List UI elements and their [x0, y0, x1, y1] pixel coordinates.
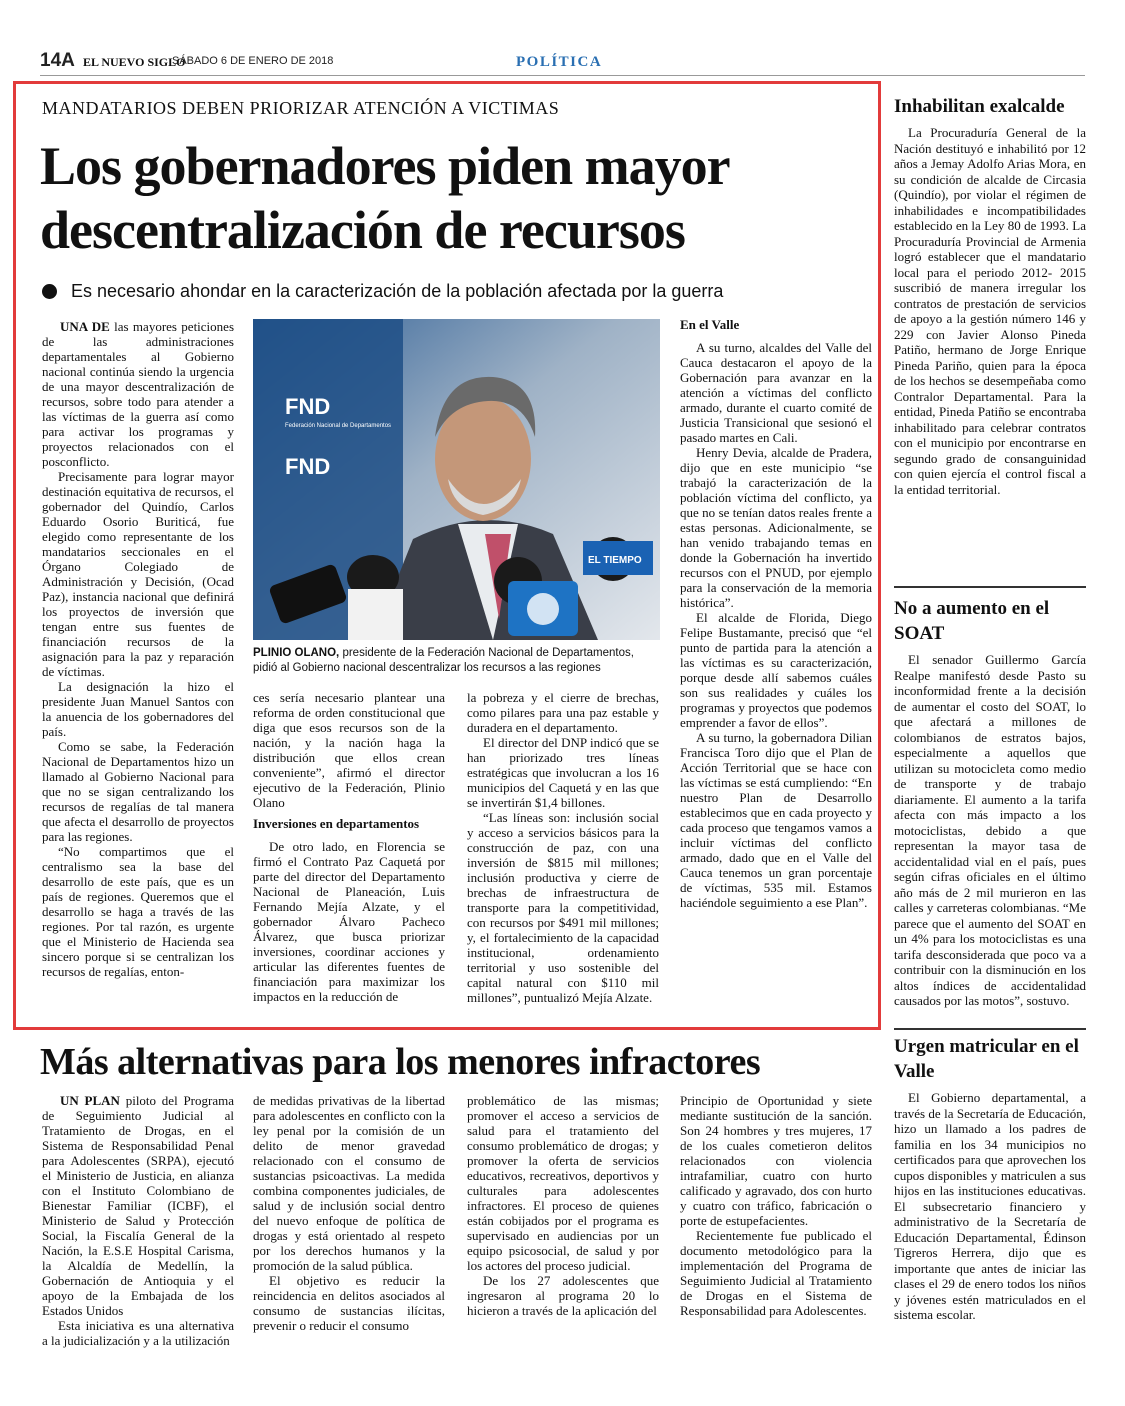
paragraph: El objetivo es reducir la reincidencia en delitos asociados al consumo de sustancias ilícitas, prevenir o reducir el consumo — [253, 1273, 445, 1333]
article-kicker: MANDATARIOS DEBEN PRIORIZAR ATENCIÓN A VICTIMAS — [42, 98, 560, 118]
divider — [894, 1028, 1086, 1030]
brief-title: Inhabilitan exalcalde — [894, 96, 1065, 117]
paragraph: ces sería necesario plantear una reforma de orden constitucional que diga que esos recursos son de la nación, y la nación haga la distribución que ellos crean conveniente”, afirmó el director ejecutivo de la Federación, Plinio Olano — [253, 690, 445, 810]
banner-text: FND — [285, 394, 331, 419]
article-column-1 — [42, 319, 234, 979]
paragraph: Principio de Oportunidad y siete mediante sustitución de la sanción. Son 24 hombres y tres mujeres, 17 de los cuales cometieron delitos relacionados con violencia intrafamiliar, cuatro con hurto calificado y agravado, dos con hurto y cuatro con tráfico, fabricación o porte de estupefacientes. — [680, 1093, 872, 1228]
article-column-2 — [253, 690, 445, 1004]
caption-text: presidente de la Federación Nacional de Departamentos, pidió al Gobierno nacional descentralizar los recursos a las regiones — [253, 647, 634, 674]
paragraph: de medidas privativas de la libertad para adolescentes en conflicto con la ley penal por la comisión de un delito de menor gravedad relacionado con el consumo de sustancias psicoactivas. La medida combina componentes judiciales, de salud y de inclusión social dentro del nuevo enfoque de política de drogas y está orientado al respeto por los derechos humanos y la promoción de la salud pública. — [253, 1093, 445, 1273]
paragraph-text: las mayores peticiones de las administraciones departamentales al Gobierno nacional continúa siendo la urgencia de una mayor descentralización de recursos, sobre todo para atender a las víctimas de la guerra así como para activar los programas y proyectos relacionados con el posconflicto. — [42, 319, 235, 469]
paragraph: Como se sabe, la Federación Nacional de Departamentos hizo un llamado al Gobierno Nacional para que no se sigan centralizando los recursos de regalías de tal manera que afecta el desarrollo de proyectos para las regiones. — [42, 739, 234, 844]
paragraph — [42, 1093, 234, 1318]
photo-caption — [253, 646, 660, 676]
paragraph: El alcalde de Florida, Diego Felipe Bustamante, precisó que “el punto de partida para la atención a las víctimas es su caracterización, porque desde allí sabemos cuáles son sus realidades y cuáles los programas y proyectos que podemos emprender a favor de ellos”. — [680, 610, 872, 730]
paragraph: A su turno, alcaldes del Valle del Cauca destacaron el apoyo de la Gobernación para avanzar en la atención a víctimas del conflicto armado, durante el cuarto comité de Justicia Transicional que sesionó el pasado martes en Cali. — [680, 340, 872, 445]
article-subhead — [42, 281, 723, 302]
paragraph: problemático de las mismas; promover el acceso a servicios de salud para el tratamiento del consumo problemático de drogas; y promover la oferta de servicios educativos, recreativos, deportivos y culturales para adolescentes infractores. El proceso de quienes están cobijados por el programa es supervisado en audiencias por un equipo psicosocial, de salud y por los actores del proceso judicial. — [467, 1093, 659, 1273]
article-headline: Los gobernadores piden mayor descentralización de recursos — [40, 136, 729, 260]
masthead — [40, 50, 1085, 76]
paragraph — [42, 319, 234, 469]
paragraph: la pobreza y el cierre de brechas, como pilares para una paz estable y duradera en el departamento. — [467, 690, 659, 735]
second-article-headline: Más alternativas para los menores infractores — [40, 1041, 761, 1083]
photo-illustration — [253, 319, 660, 640]
article-column-3 — [467, 690, 659, 1005]
mic-label: EL TIEMPO — [588, 555, 642, 566]
caption-name: PLINIO OLANO, — [253, 647, 340, 659]
sidebar-brief-1 — [894, 94, 1086, 497]
paragraph-text: piloto del Programa de Seguimiento Judicial al Tratamiento de Drogas, en el Sistema de Responsabilidad Penal para Adolescentes (SRPA), ejecutó el Ministerio de Justicia, en alianza con el Instituto Colombiano de Bienestar Familiar (ICBF), el Ministerio de Salud y Protección Social, la Fiscalía General de la Nación, la E.S.E Hospital Carisma, la Alcaldía de Medellín, la Gobernación de Antioquia y el apoyo de la Embajada de los Estados Unidos — [42, 1093, 234, 1318]
section-name: POLÍTICA — [516, 54, 603, 70]
second-column-1 — [42, 1093, 234, 1348]
brief-text: El Gobierno departamental, a través de la Secretaría de Educación, hizo un llamado a los padres de familia en los 34 municipios no certificados para que aprovechen los cupos disponibles y matriculen a sus hijos en las instituciones educativas. El subsecretario financiero y administrativo de la Secretaría de Educación Departamental, Édinson Tigreros Herrera, dijo que es importante que antes de iniciar las clases el 29 de enero todos los niños y jóvenes estén matriculados en el sistema escolar. — [894, 1090, 1086, 1322]
sidebar-brief-2 — [894, 596, 1086, 1009]
lead-in: UNA DE — [60, 319, 110, 334]
paragraph: Henry Devia, alcalde de Pradera, dijo que en este municipio “se trabajó la caracterización de la población víctima del conflicto, ya que no se tenían datos reales frente a estas personas. Adicionalmente, se han venido trabajando temas en donde la Gobernación ha invertido recursos con el PNUD, por ejemplo para la conservación de la memoria histórica”. — [680, 445, 872, 610]
article-column-4 — [680, 315, 872, 910]
paragraph: Precisamente para lograr mayor destinación equitativa de recursos, el gobernador del Quindío, Carlos Eduardo Osorio Buriticá, fue elegido como representante de los mandatarios seccionales en el Órgano Colegiado de Administración y Decisión, (Ocad Paz), instancia nacional que definirá los proyectos de inversión que tengan entre sus fuentes de financiación recursos de la asignación para la paz y reparación de víctimas. — [42, 469, 234, 679]
paragraph: “Las líneas son: inclusión social y acceso a servicios básicos para la construcción de paz, con una inversión de $815 mil millones; inclusión productiva y cierre de brechas de infraestructura de transporte para la competitividad, con recursos por $491 mil millones; y, el fortalecimiento de la capacidad institucional, ordenamiento territorial y uso sostenible del capital natural con $110 mil millones”, puntualizó Mejía Alzate. — [467, 810, 659, 1005]
brief-title: Urgen matricular en el Valle — [894, 1036, 1079, 1082]
paragraph: De los 27 adolescentes que ingresaron al programa 20 lo hicieron a través de la aplicación del — [467, 1273, 659, 1318]
paragraph: De otro lado, en Florencia se firmó el Contrato Paz Caquetá por parte del director del Departamento Nacional de Planeación, Luis Fernando Mejía Alzate, y el gobernador Álvaro Pacheco Álvarez, que busca priorizar inversiones, coordinar acciones y articular las diferentes fuentes de financiación para maximizar los impactos en la reducción de — [253, 839, 445, 1004]
brief-text: El senador Guillermo García Realpe manifestó desde Pasto su inconformidad frente a la decisión de aumentar el costo del SOAT, lo que afectará a millones de colombianos de estratos bajos, especialmente a aquellos que utilizan su motocicleta como medio de transporte y de trabajo diariamente. El aumento a la tarifa afecta con más impacto a los motociclistas, debido a que representan la mayor tasa de accidentalidad vial en el país, pues según cifras oficiales en el último año más de 2 mil murieron en las calles y carreteras colombianas. “Me parece que el aumento del SOAT en un 4% para los motociclistas es una tarifa desconsiderada que poco va a contribuir con la disminución en los altos índices de accidentalidad causados por las motos”, sostuvo. — [894, 652, 1086, 1008]
divider — [894, 586, 1086, 588]
second-column-3 — [467, 1093, 659, 1318]
paragraph: El director del DNP indicó que se han priorizado tres líneas estratégicas que involucran a los 16 municipios del Caquetá y en las que se invertirán $1,4 billones. — [467, 735, 659, 810]
sidebar-brief-3 — [894, 1034, 1086, 1323]
banner-subtext: Federación Nacional de Departamentos — [285, 423, 392, 429]
subhead-text: Es necesario ahondar en la caracterización de la población afectada por la guerra — [71, 281, 724, 301]
brief-text: La Procuraduría General de la Nación destituyó e inhabilitó por 12 años a Jemay Adolfo Arias Mora, en su condición de alcalde de Circasia (Quindío), por violar el régimen de inhabilidades e incompatibilidades establecido en la Ley 80 de 1993. La Procuraduría Provincial de Armenia logró establecer que el mandatario local para el periodo 2012- 2015 suscribió de manera irregular los contratos de prestación de servicios de apoyo a la gestión número 146 y 229 con Javier Alonso Pineda Patiño, hermano de Jorge Enrique Pineda Pariño, quien para la época de los hechos se desempeñaba como Contralor Departamental. Para la entidad, Pineda Patiño se encontraba inhabilitado para celebrar contratos con el municipio por encontrarse en segundo grado de consanguinidad con quien ejercía el control fiscal a la entidad territorial. — [894, 125, 1086, 497]
second-column-4 — [680, 1093, 872, 1318]
paragraph: A su turno, la gobernadora Dilian Francisca Toro dijo que el Plan de Acción Territorial que se hace con las víctimas se está cumpliendo: “En nuestro Plan de Desarrollo establecimos que en cada proyecto y cada proceso que tengamos vamos a incluir víctimas del conflicto armado, dado que en el Valle del Cauca tenemos un gran porcentaje de víctimas, 535 mil. Estamos haciéndole seguimiento a ese Plan”. — [680, 730, 872, 910]
lead-in: UN PLAN — [60, 1093, 120, 1108]
newspaper-name: EL NUEVO SIGLO — [83, 55, 186, 69]
second-column-2 — [253, 1093, 445, 1333]
bullet-icon — [42, 284, 57, 299]
brief-title: No a aumento en el SOAT — [894, 598, 1050, 644]
page-number: 14A — [40, 50, 75, 71]
paragraph: La designación la hizo el presidente Juan Manuel Santos con la anuencia de los gobernadores del país. — [42, 679, 234, 739]
article-photo — [253, 319, 660, 640]
subheading: En el Valle — [680, 317, 740, 332]
banner-text: FND — [285, 454, 331, 479]
paragraph: Esta iniciativa es una alternativa a la judicialización y a la utilización — [42, 1318, 234, 1348]
issue-date: SÁBADO 6 DE ENERO DE 2018 — [172, 55, 334, 67]
paragraph: “No compartimos que el centralismo sea la base del desarrollo de este país, que es un país de regiones. Queremos que el desarrollo se haga a través de las regiones. Por tal razón, es urgente que el Ministerio de Hacienda sea sincero porque si se centralizan los recursos de regalías, enton- — [42, 844, 234, 979]
subheading: Inversiones en departamentos — [253, 816, 420, 831]
paragraph: Recientemente fue publicado el documento metodológico para la implementación del Programa de Seguimiento Judicial al Tratamiento de Drogas en el Sistema de Responsabilidad para Adolescentes. — [680, 1228, 872, 1318]
